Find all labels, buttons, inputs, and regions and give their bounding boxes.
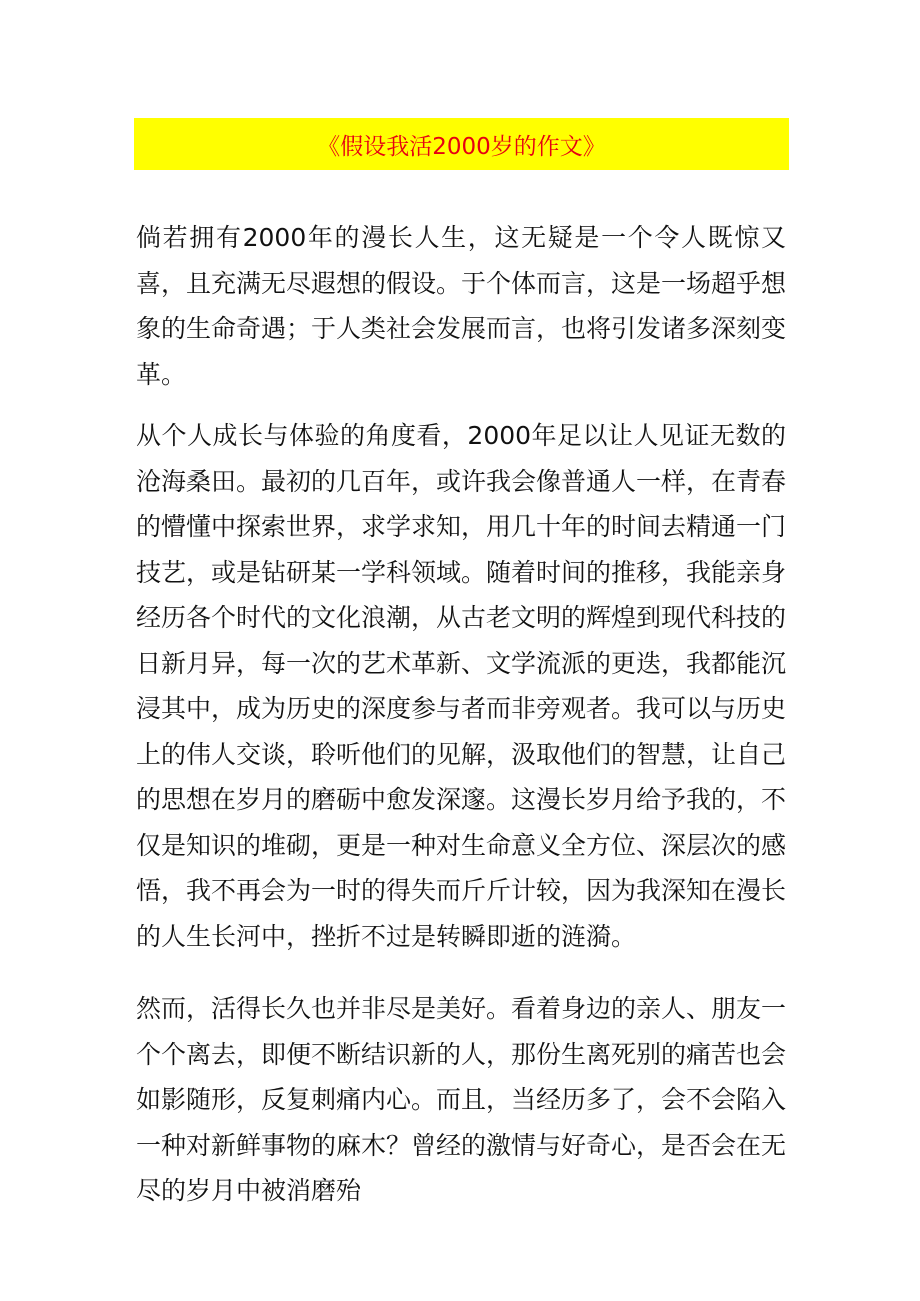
paragraph-personal-growth: 从个人成长与体验的角度看，2000年足以让人见证无数的沧海桑田。最初的几百年，或许我会像普通人一样，在青春的懵懂中探索世界，求学求知，用几十年的时间去精通一门技艺，或是钻研某一学科领域。随着时间的推移，我能亲身经历各个时代的文化浪潮，从古老文明的辉煌到现代科技的日新月异，每一次的艺术革新、文学流派的更迭，我都能沉浸其中，成为历史的深度参与者而非旁观者。我可以与历史上的伟人交谈，聆听他们的见解，汲取他们的智慧，让自己的思想在岁月的磨砺中愈发深邃。这漫长岁月给予我的，不仅是知识的堆砌，更是一种对生命意义全方位、深层次的感悟，我不再会为一时的得失而斤斤计较，因为我深知在漫长的人生长河中，挫折不过是转瞬即逝的涟漪。 xyxy=(136,421,787,951)
title-banner xyxy=(134,118,789,170)
paragraph-downsides: 然而，活得长久也并非尽是美好。看着身边的亲人、朋友一个个离去，即便不断结识新的人，那份生离死别的痛苦也会如影随形，反复刺痛内心。而且，当经历多了，会不会陷入一种对新鲜事物的麻木？曾经的激情与好奇心，是否会在无尽的岁月中被消磨殆 xyxy=(136,994,787,1205)
paragraph-intro: 倘若拥有2000年的漫长人生，这无疑是一个令人既惊又喜，且充满无尽遐想的假设。于个体而言，这是一场超乎想象的生命奇遇；于人类社会发展而言，也将引发诸多深刻变革。 xyxy=(136,223,787,389)
document-title: 《假设我活2000岁的作文》 xyxy=(317,133,606,160)
